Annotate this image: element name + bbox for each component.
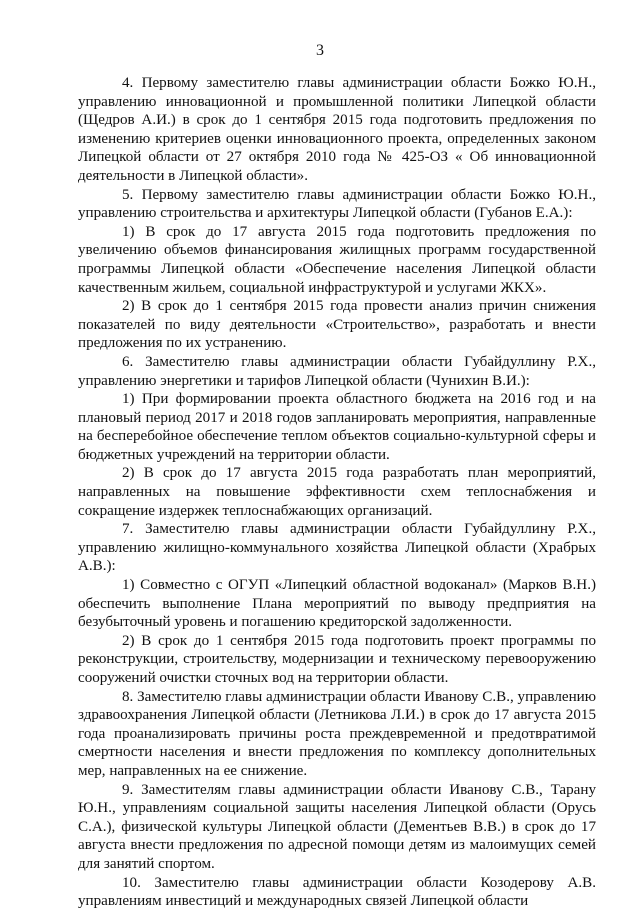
paragraph-item-4: 4. Первому заместителю главы администрации области Божко Ю.Н., управлению инновационной и промышленной политики Липецкой области (Щедров А.И.) в срок до 1 сентября 2015 года подготовить предложения по изменению критериев оценки инновационного проекта, определенных законом Липецкой области от 27 октября 2010 года № 425-ОЗ « Об инновационной деятельности в Липецкой области».	[78, 75, 596, 184]
paragraph-item-6-1: 1) При формировании проекта областного бюджета на 2016 год и на плановый период 2017 и 2018 годов запланировать мероприятия, направленные на бесперебойное обеспечение теплом объектов социально-культурной сферы и бюджетных учреждений на территории области.	[78, 391, 596, 463]
document-body	[78, 74, 596, 911]
paragraph-item-6-2: 2) В срок до 17 августа 2015 года разработать план мероприятий, направленных на повышение эффективности схем теплоснабжения и сокращение издержек теплоснабжающих организаций.	[78, 465, 596, 519]
paragraph-item-5: 5. Первому заместителю главы администрации области Божко Ю.Н., управлению строительства и архитектуры Липецкой области (Губанов Е.А.):	[78, 186, 596, 222]
paragraph-item-5-2: 2) В срок до 1 сентября 2015 года провести анализ причин снижения показателей по виду деятельности «Строительство», разработать и внести предложения по их устранению.	[78, 298, 596, 352]
paragraph-item-10: 10. Заместителю главы администрации области Козодерову А.В. управлениям инвестиций и международных связей Липецкой области	[78, 874, 596, 910]
paragraph-item-7: 7. Заместителю главы администрации области Губайдуллину Р.Х., управлению жилищно-коммунального хозяйства Липецкой области (Храбрых А.В.):	[78, 521, 596, 575]
paragraph-item-7-2: 2) В срок до 1 сентября 2015 года подготовить проект программы по реконструкции, строительству, модернизации и техническому перевооружению сооружений очистки сточных вод на территории области.	[78, 632, 596, 686]
paragraph-item-5-1: 1) В срок до 17 августа 2015 года подготовить предложения по увеличению объемов финансирования жилищных программ государственной программы Липецкой области «Обеспечение населения Липецкой области качественным жильем, социальной инфраструктурой и услугами ЖКХ».	[78, 223, 596, 296]
page-number: 3	[316, 42, 324, 59]
paragraph-item-9: 9. Заместителям главы администрации области Иванову С.В., Тарану Ю.Н., управлениям социальной защиты населения Липецкой области (Орусь С.А.), физической культуры Липецкой области (Дементьев В.В.) в срок до 17 августа внести предложения по адресной помощи детям из малоимущих семей для занятий спортом.	[78, 781, 596, 872]
paragraph-item-6: 6. Заместителю главы администрации области Губайдуллину Р.Х., управлению энергетики и тарифов Липецкой области (Чунихин В.И.):	[78, 353, 596, 389]
paragraph-item-7-1: 1) Совместно с ОГУП «Липецкий областной водоканал» (Марков В.Н.) обеспечить выполнение Плана мероприятий по выводу предприятия на безубыточный уровень и погашению кредиторской задолженности.	[78, 577, 596, 631]
paragraph-item-8: 8. Заместителю главы администрации области Иванову С.В., управлению здравоохранения Липецкой области (Летникова Л.И.) в срок до 17 августа 2015 года проанализировать причины роста преждевременной и предотвратимой смертности населения и внести предложения по комплексу дополнительных мер, направленных на ее снижение.	[78, 688, 596, 779]
